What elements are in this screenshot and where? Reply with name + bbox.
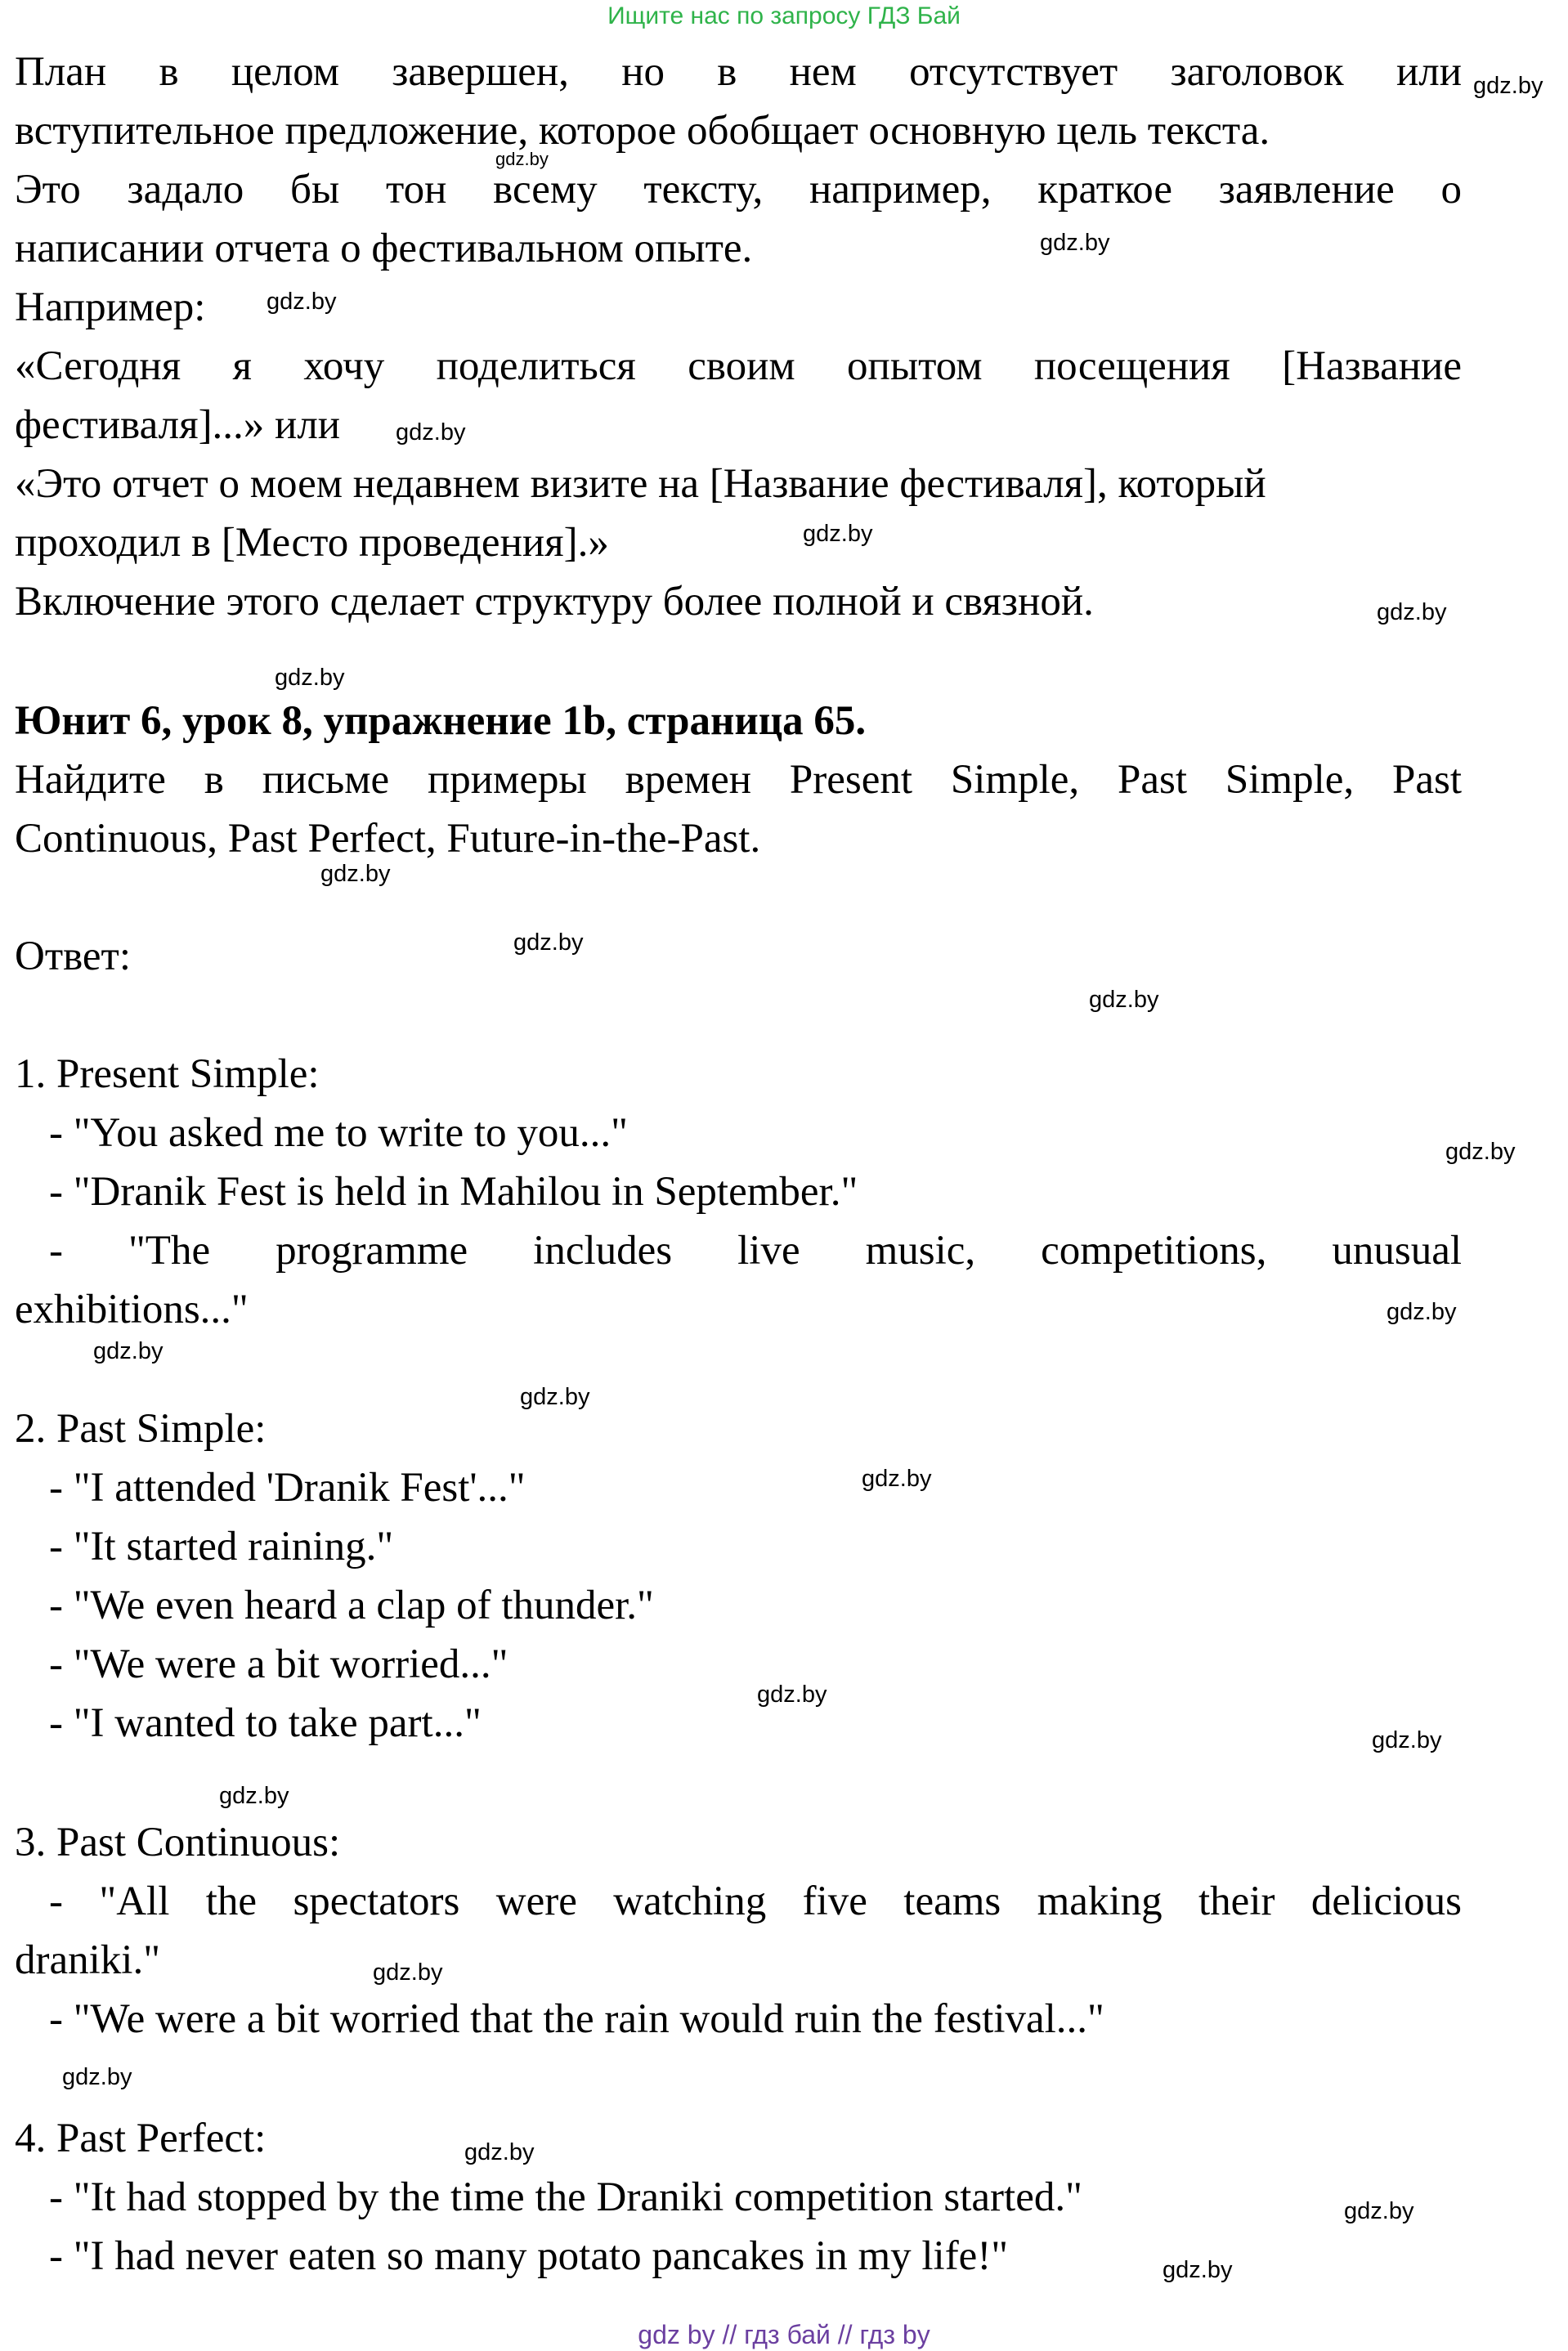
present-simple-example-3: - "The programme includes live music, competitions, unusual	[49, 1228, 1462, 1274]
bottom-site-banner[interactable]: gdz by // гдз бай // гдз by	[638, 2320, 930, 2349]
watermark-text: gdz.by	[62, 2064, 132, 2090]
task-line-1: Найдите в письме примеры времен Present Simple, Past Simple, Past	[15, 757, 1462, 803]
example-label: Например:	[15, 284, 206, 330]
watermark-text: gdz.by	[1372, 1727, 1442, 1753]
past-simple-example-2: - "It started raining."	[49, 1524, 394, 1570]
watermark-text: gdz.by	[1344, 2198, 1414, 2224]
watermark-text: gdz.by	[1377, 599, 1447, 625]
answer-label: Ответ:	[15, 934, 131, 979]
watermark-text: gdz.by	[93, 1338, 164, 1364]
watermark-text: gdz.by	[513, 929, 584, 956]
watermark-text: gdz.by	[396, 419, 466, 446]
intro-line-4: написании отчета о фестивальном опыте.	[15, 226, 753, 271]
past-continuous-example-1-end: draniki."	[15, 1937, 161, 1983]
section-past-continuous-heading: 3. Past Continuous:	[15, 1820, 341, 1865]
watermark-text: gdz.by	[1163, 2257, 1233, 2283]
watermark-text: gdz.by	[495, 149, 549, 169]
intro-line-1: План в целом завершен, но в нем отсутствует заголовок или	[15, 49, 1462, 95]
example-quote-2: «Это отчет о моем недавнем визите на [Название фестиваля], который	[15, 461, 1266, 507]
exercise-title: Юнит 6, урок 8, упражнение 1b, страница 65.	[15, 698, 867, 744]
past-simple-example-4: - "We were a bit worried..."	[49, 1641, 508, 1687]
section-present-simple-heading: 1. Present Simple:	[15, 1051, 320, 1097]
present-simple-example-3-end: exhibitions..."	[15, 1287, 249, 1332]
watermark-text: gdz.by	[267, 289, 337, 315]
example-quote-1: «Сегодня я хочу поделиться своим опытом посещения [Название	[15, 343, 1462, 389]
intro-line-3: Это задало бы тон всему тексту, например, краткое заявление о	[15, 167, 1462, 213]
watermark-text: gdz.by	[1387, 1299, 1457, 1325]
past-continuous-example-2: - "We were a bit worried that the rain would ruin the festival..."	[49, 1996, 1104, 2042]
section-past-simple-heading: 2. Past Simple:	[15, 1406, 267, 1452]
example-quote-2-end: проходил в [Место проведения].»	[15, 520, 609, 566]
past-continuous-example-1: - "All the spectators were watching five teams making their delicious	[49, 1879, 1462, 1924]
watermark-text: gdz.by	[275, 665, 345, 691]
present-simple-example-2: - "Dranik Fest is held in Mahilou in September."	[49, 1169, 858, 1215]
watermark-text: gdz.by	[1089, 987, 1159, 1013]
past-perfect-example-2: - "I had never eaten so many potato pancakes in my life!"	[49, 2233, 1009, 2279]
watermark-text: gdz.by	[803, 521, 873, 547]
present-simple-example-1: - "You asked me to write to you..."	[49, 1110, 628, 1156]
top-search-banner[interactable]: Ищите нас по запросу ГДЗ Бай	[607, 2, 961, 29]
task-line-2: Continuous, Past Perfect, Future-in-the-Past.	[15, 816, 761, 862]
past-simple-example-3: - "We even heard a clap of thunder."	[49, 1583, 654, 1628]
watermark-text: gdz.by	[862, 1466, 932, 1492]
intro-conclusion: Включение этого сделает структуру более полной и связной.	[15, 579, 1094, 625]
section-past-perfect-heading: 4. Past Perfect:	[15, 2116, 267, 2161]
watermark-text: gdz.by	[320, 861, 391, 887]
watermark-text: gdz.by	[1473, 73, 1543, 99]
past-perfect-example-1: - "It had stopped by the time the Draniki competition started."	[49, 2174, 1082, 2220]
past-simple-example-1: - "I attended 'Dranik Fest'..."	[49, 1465, 526, 1511]
past-simple-example-5: - "I wanted to take part..."	[49, 1700, 482, 1746]
watermark-text: gdz.by	[1445, 1139, 1516, 1165]
watermark-text: gdz.by	[219, 1783, 289, 1809]
watermark-text: gdz.by	[520, 1384, 590, 1410]
watermark-text: gdz.by	[757, 1682, 827, 1708]
watermark-text: gdz.by	[1040, 230, 1110, 256]
watermark-text: gdz.by	[373, 1959, 443, 1986]
watermark-text: gdz.by	[464, 2139, 535, 2165]
example-quote-1-end: фестиваля]...» или	[15, 402, 341, 448]
intro-line-2: вступительное предложение, которое обобщает основную цель текста.	[15, 108, 1270, 154]
